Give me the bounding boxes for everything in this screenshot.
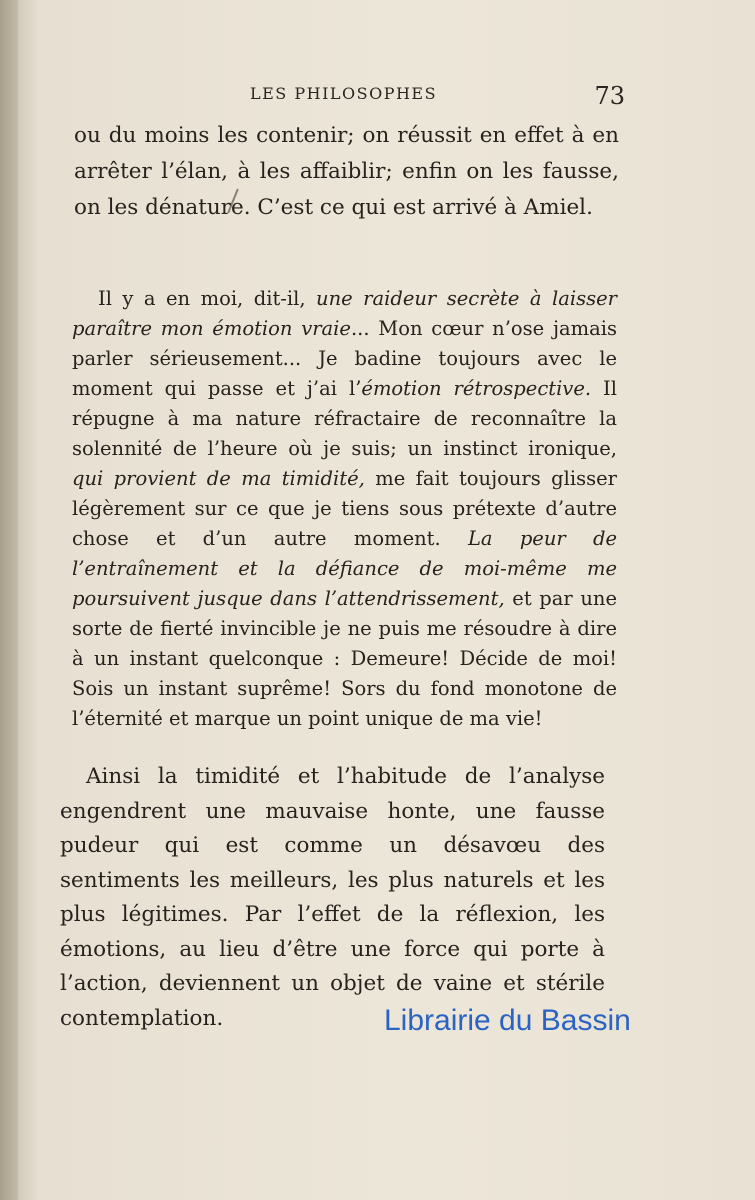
quote-text	[72, 284, 617, 734]
quote-segment: me fait toujours glisser légèrement sur ce que je tiens sous prétexte d’autre chose et d’un autre moment.	[72, 467, 617, 550]
quote-segment: Il répugne à ma nature réfractaire de reconnaître la solennité de l’heure où je suis; un instinct ironique,	[72, 377, 617, 460]
paragraph-text: ou du moins les contenir; on réussit en effet à en arrêter l’élan, à les affaiblir; enfin on les fausse, on les dénature. C’est ce qui est arrivé à Amiel.	[74, 123, 619, 220]
quote-italic: une raideur secrète à laisser paraître mon émotion vraie	[72, 287, 617, 340]
paragraph-continuation	[74, 118, 619, 226]
page-number: 73	[594, 82, 625, 110]
quote-segment: et par une sorte de fierté invincible je ne puis me résoudre à dire à un instant quelconque : Demeure! Décide de moi! Sois un instant suprême! Sors du fond monotone de l’éternité et marque un point unique de ma vie!	[72, 587, 617, 730]
quote-italic: émotion rétrospective.	[361, 377, 592, 400]
quote-segment: Il y a en moi, dit-il,	[98, 287, 317, 310]
page-header	[60, 82, 625, 112]
quote-italic: qui provient de ma timidité,	[72, 467, 365, 490]
paragraph-text: Ainsi la timidité et l’habitude de l’analyse engendrent une mauvaise honte, une fausse pudeur qui est comme un désavœu des sentiments les meilleurs, les plus naturels et les plus légitimes. Par l’effet de la réflexion, les émotions, au lieu d’être une force qui porte à l’action, deviennent un objet de vaine et stérile contemplation.	[60, 764, 605, 1031]
quote-italic: La peur de l’entraînement et la défiance de moi-même me poursuivent jusque dans l’attendrissement,	[72, 527, 618, 610]
bookseller-watermark: Librairie du Bassin	[384, 1004, 631, 1037]
running-title: LES PHILOSOPHES	[250, 84, 438, 103]
block-quote	[72, 284, 617, 734]
paragraph-conclusion	[60, 760, 605, 1036]
page-gutter	[0, 0, 18, 1200]
quote-segment: ... Mon cœur n’ose jamais parler sérieusement... Je badine toujours avec le moment qui passe et j’ai l’	[72, 317, 617, 400]
